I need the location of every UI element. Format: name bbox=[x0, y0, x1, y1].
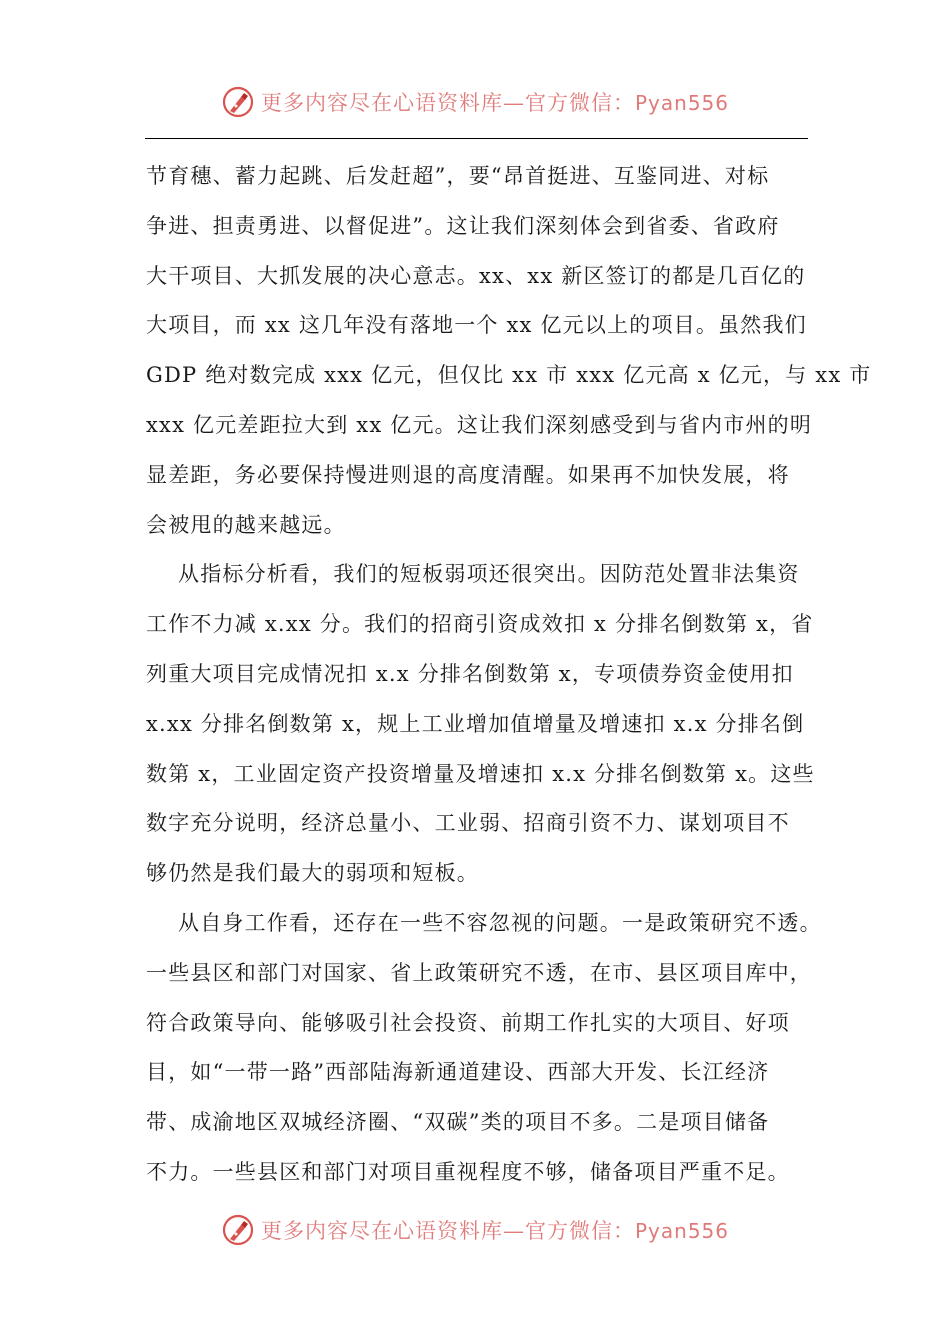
text-line: 数第 x，工业固定资产投资增量及增速扣 x.x 分排名倒数第 x。这些 bbox=[146, 761, 815, 786]
text-line: 节育穗、蓄力起跳、后发赶超”，要“昂首挺进、互鉴同进、对标 bbox=[146, 164, 770, 188]
text-line: 大项目，而 xx 这几年没有落地一个 xx 亿元以上的项目。虽然我们 bbox=[146, 313, 807, 338]
text-line: 数字充分说明，经济总量小、工业弱、招商引资不力、谋划项目不 bbox=[146, 811, 790, 836]
text-line: x.xx 分排名倒数第 x，规上工业增加值增量及增速扣 x.x 分排名倒 bbox=[146, 711, 805, 736]
paragraph-start-line: 从指标分析看，我们的短板弱项还很突出。因防范处置非法集资 bbox=[178, 562, 800, 587]
text-line: 显差距，务必要保持慢进则退的高度清醒。如果再不加快发展，将 bbox=[146, 462, 790, 487]
header-text: 更多内容尽在心语资料库—官方微信：Pyan556 bbox=[260, 91, 729, 115]
text-line: 一些县区和部门对国家、省上政策研究不透，在市、县区项目库中， bbox=[146, 960, 812, 985]
text-line: 工作不力减 x.xx 分。我们的招商引资成效扣 x 分排名倒数第 x，省 bbox=[146, 612, 814, 637]
text-line: 大干项目、大抓发展的决心意志。xx、xx 新区签订的都是几百亿的 bbox=[146, 263, 806, 288]
pen-nib-logo-icon bbox=[221, 85, 255, 119]
footer-text: 更多内容尽在心语资料库—官方微信：Pyan556 bbox=[260, 1219, 729, 1243]
text-line: 目，如“一带一路”西部陆海新通道建设、西部大开发、长江经济 bbox=[146, 1060, 770, 1085]
text-line: 会被甩的越来越远。 bbox=[146, 512, 346, 537]
text-line: 不力。一些县区和部门对项目重视程度不够，储备项目严重不足。 bbox=[146, 1159, 790, 1184]
text-line: 列重大项目完成情况扣 x.x 分排名倒数第 x，专项债券资金使用扣 bbox=[146, 661, 794, 686]
paragraph-start-line: 从自身工作看，还存在一些不容忽视的问题。一是政策研究不透。 bbox=[178, 910, 822, 935]
text-line: GDP 绝对数完成 xxx 亿元，但仅比 xx 市 xxx 亿元高 x 亿元，与 xx 市 bbox=[146, 363, 872, 388]
document-body bbox=[146, 152, 872, 1198]
header-banner bbox=[0, 80, 950, 124]
text-line: 符合政策导向、能够吸引社会投资、前期工作扎实的大项目、好项 bbox=[146, 1010, 790, 1035]
text-line: xxx 亿元差距拉大到 xx 亿元。这让我们深刻感受到与省内市州的明 bbox=[146, 412, 813, 437]
pen-nib-logo-icon bbox=[221, 1213, 255, 1247]
header-divider bbox=[145, 138, 808, 139]
text-line: 带、成渝地区双城经济圈、“双碳”类的项目不多。二是项目储备 bbox=[146, 1110, 770, 1135]
text-line: 够仍然是我们最大的弱项和短板。 bbox=[146, 861, 479, 886]
footer-banner bbox=[0, 1208, 950, 1252]
text-line: 争进、担责勇进、以督促进”。这让我们深刻体会到省委、省政府 bbox=[146, 213, 780, 238]
